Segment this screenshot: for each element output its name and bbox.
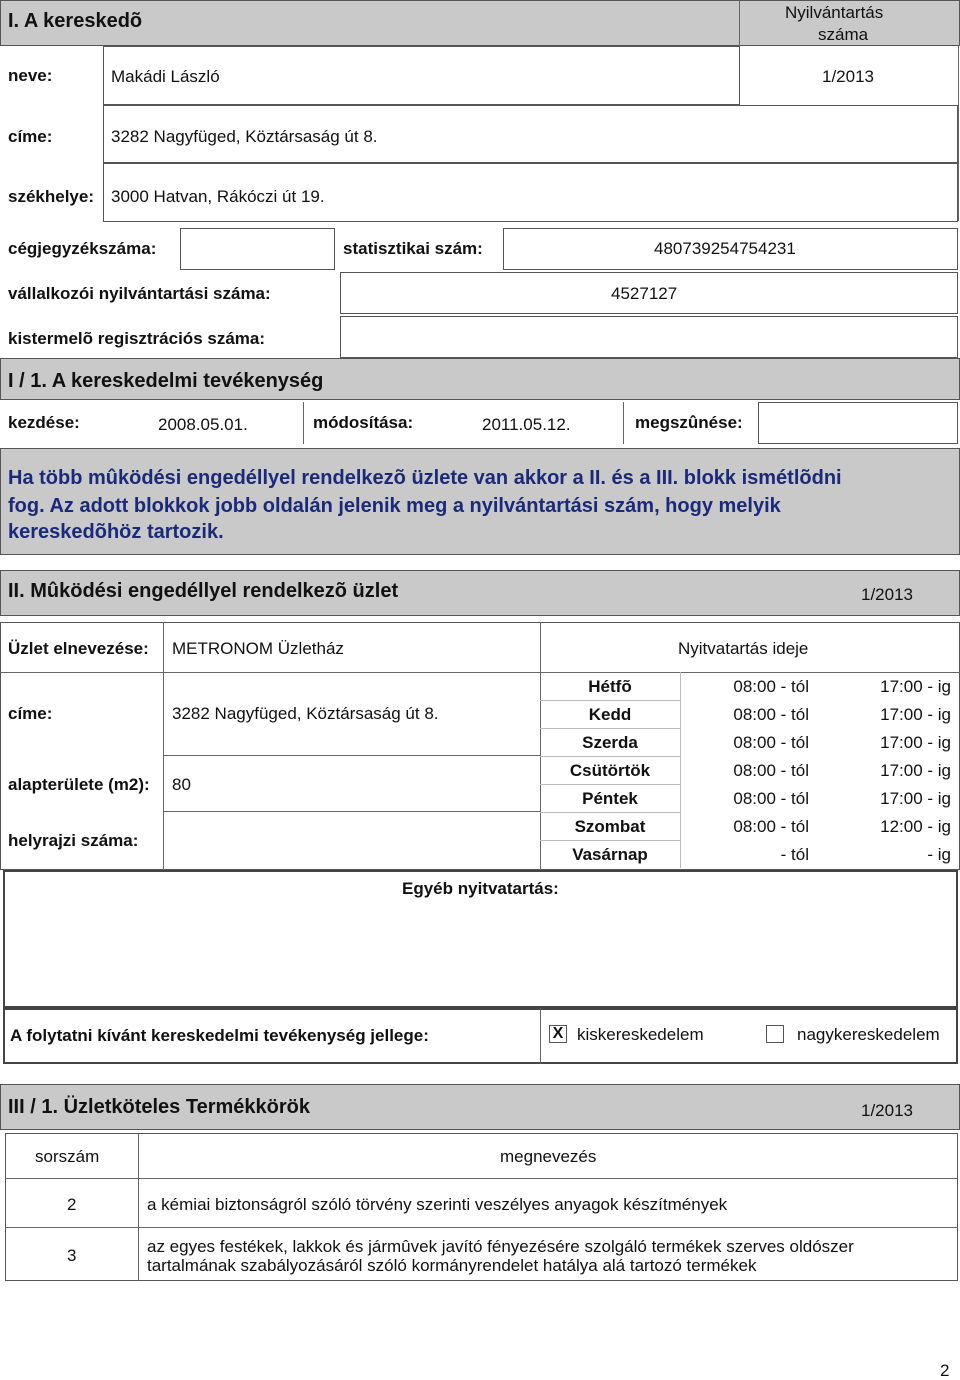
hours-day: Hétfõ bbox=[588, 677, 632, 696]
smallholder-field bbox=[340, 316, 958, 358]
end-field bbox=[758, 402, 958, 444]
product-row-number: 2 bbox=[67, 1195, 77, 1214]
shop-name-label: Üzlet elnevezése: bbox=[8, 639, 149, 658]
hours-day: Szombat bbox=[574, 817, 646, 836]
product-row-name-cont: tartalmának szabályozásáról szóló kormányrendelet hatálya alá tartozó termékek bbox=[147, 1256, 757, 1275]
wholesale-checkbox[interactable] bbox=[766, 1025, 784, 1043]
name-label: neve: bbox=[8, 66, 53, 85]
reg-number-label-line1: Nyilvántartás bbox=[785, 3, 884, 22]
shop-plot-label: helyrajzi száma: bbox=[8, 831, 139, 850]
section-i1-title: I / 1. A kereskedelmi tevékenység bbox=[8, 370, 324, 392]
notice-line2: fog. Az adott blokkok jobb oldalán jelenik meg a nyilvántartási szám, hogy melyik bbox=[8, 495, 781, 517]
product-row-name: a kémiai biztonságról szóló törvény szerinti veszélyes anyagok készítmények bbox=[147, 1195, 728, 1214]
section-ii-reg-number: 1/2013 bbox=[861, 585, 913, 604]
hours-from: 08:00 - tól bbox=[733, 761, 809, 780]
hours-day: Vasárnap bbox=[572, 845, 648, 864]
hours-from: 08:00 - tól bbox=[733, 705, 809, 724]
hours-from: - tól bbox=[780, 845, 809, 864]
hours-day: Csütörtök bbox=[569, 761, 651, 780]
smallholder-label: kistermelõ regisztrációs száma: bbox=[8, 329, 266, 348]
col-name-header: megnevezés bbox=[500, 1147, 597, 1166]
hours-from: 08:00 - tól bbox=[733, 817, 809, 836]
stat-label: statisztikai szám: bbox=[343, 239, 483, 258]
section-ii-title: II. Mûködési engedéllyel rendelkezõ üzlet bbox=[8, 580, 399, 602]
hours-to: 12:00 - ig bbox=[880, 817, 951, 836]
merchant-reg-number: 1/2013 bbox=[822, 67, 874, 86]
reg-number-label-line2: száma bbox=[818, 25, 869, 44]
address-label: címe: bbox=[8, 127, 53, 146]
hours-to: - ig bbox=[927, 845, 951, 864]
product-row-name: az egyes festékek, lakkok és jármûvek javító fényezésére szolgáló termékek szerves oldószer bbox=[147, 1237, 854, 1256]
wholesale-label: nagykereskedelem bbox=[797, 1025, 940, 1044]
nature-label: A folytatni kívánt kereskedelmi tevékenység jellege: bbox=[10, 1026, 429, 1045]
merchant-address: 3282 Nagyfüged, Köztársaság út 8. bbox=[111, 127, 378, 146]
notice-line1: Ha több mûködési engedéllyel rendelkezõ üzlete van akkor a II. és a III. blokk ismétlõdni bbox=[8, 467, 842, 489]
section-i-title: I. A kereskedõ bbox=[8, 10, 143, 32]
page-number: 2 bbox=[940, 1361, 950, 1380]
shop-area-label: alapterülete (m2): bbox=[8, 775, 150, 794]
hours-title: Nyitvatartás ideje bbox=[678, 639, 809, 658]
hours-to: 17:00 - ig bbox=[880, 789, 951, 808]
end-label: megszûnése: bbox=[635, 413, 743, 432]
company-reg-field bbox=[180, 228, 335, 270]
section-iii-title: III / 1. Üzletköteles Termékkörök bbox=[8, 1096, 310, 1118]
hours-to: 17:00 - ig bbox=[880, 761, 951, 780]
activity-start: 2008.05.01. bbox=[158, 415, 248, 434]
entrepreneur-label: vállalkozói nyilvántartási száma: bbox=[8, 284, 271, 303]
other-hours-label: Egyéb nyitvatartás: bbox=[402, 879, 559, 898]
merchant-name: Makádi László bbox=[111, 67, 220, 86]
seat-label: székhelye: bbox=[8, 187, 94, 206]
entrepreneur-number: 4527127 bbox=[611, 284, 678, 303]
merchant-seat: 3000 Hatvan, Rákóczi út 19. bbox=[111, 187, 325, 206]
start-label: kezdése: bbox=[8, 413, 80, 432]
hours-to: 17:00 - ig bbox=[880, 705, 951, 724]
hours-from: 08:00 - tól bbox=[733, 733, 809, 752]
shop-area: 80 bbox=[172, 775, 191, 794]
hours-day: Kedd bbox=[588, 705, 632, 724]
hours-to: 17:00 - ig bbox=[880, 733, 951, 752]
hours-day: Szerda bbox=[582, 733, 638, 752]
shop-address-label: címe: bbox=[8, 704, 53, 723]
company-reg-label: cégjegyzékszáma: bbox=[8, 239, 157, 258]
activity-modified: 2011.05.12. bbox=[482, 415, 571, 434]
hours-to: 17:00 - ig bbox=[880, 677, 951, 696]
hours-day: Péntek bbox=[582, 789, 638, 808]
section-iii-reg-number: 1/2013 bbox=[861, 1101, 913, 1120]
stat-number: 480739254754231 bbox=[654, 239, 796, 258]
hours-from: 08:00 - tól bbox=[733, 677, 809, 696]
product-row-number: 3 bbox=[67, 1246, 77, 1265]
shop-details-frame bbox=[0, 622, 960, 870]
retail-label: kiskereskedelem bbox=[577, 1025, 704, 1044]
hours-from: 08:00 - tól bbox=[733, 789, 809, 808]
retail-checkbox[interactable]: X bbox=[549, 1025, 567, 1043]
modified-label: módosítása: bbox=[313, 413, 414, 432]
shop-address: 3282 Nagyfüged, Köztársaság út 8. bbox=[172, 704, 439, 723]
shop-name: METRONOM Üzletház bbox=[172, 639, 344, 658]
col-number-header: sorszám bbox=[35, 1147, 100, 1166]
notice-line3: kereskedõhöz tartozik. bbox=[8, 521, 224, 543]
